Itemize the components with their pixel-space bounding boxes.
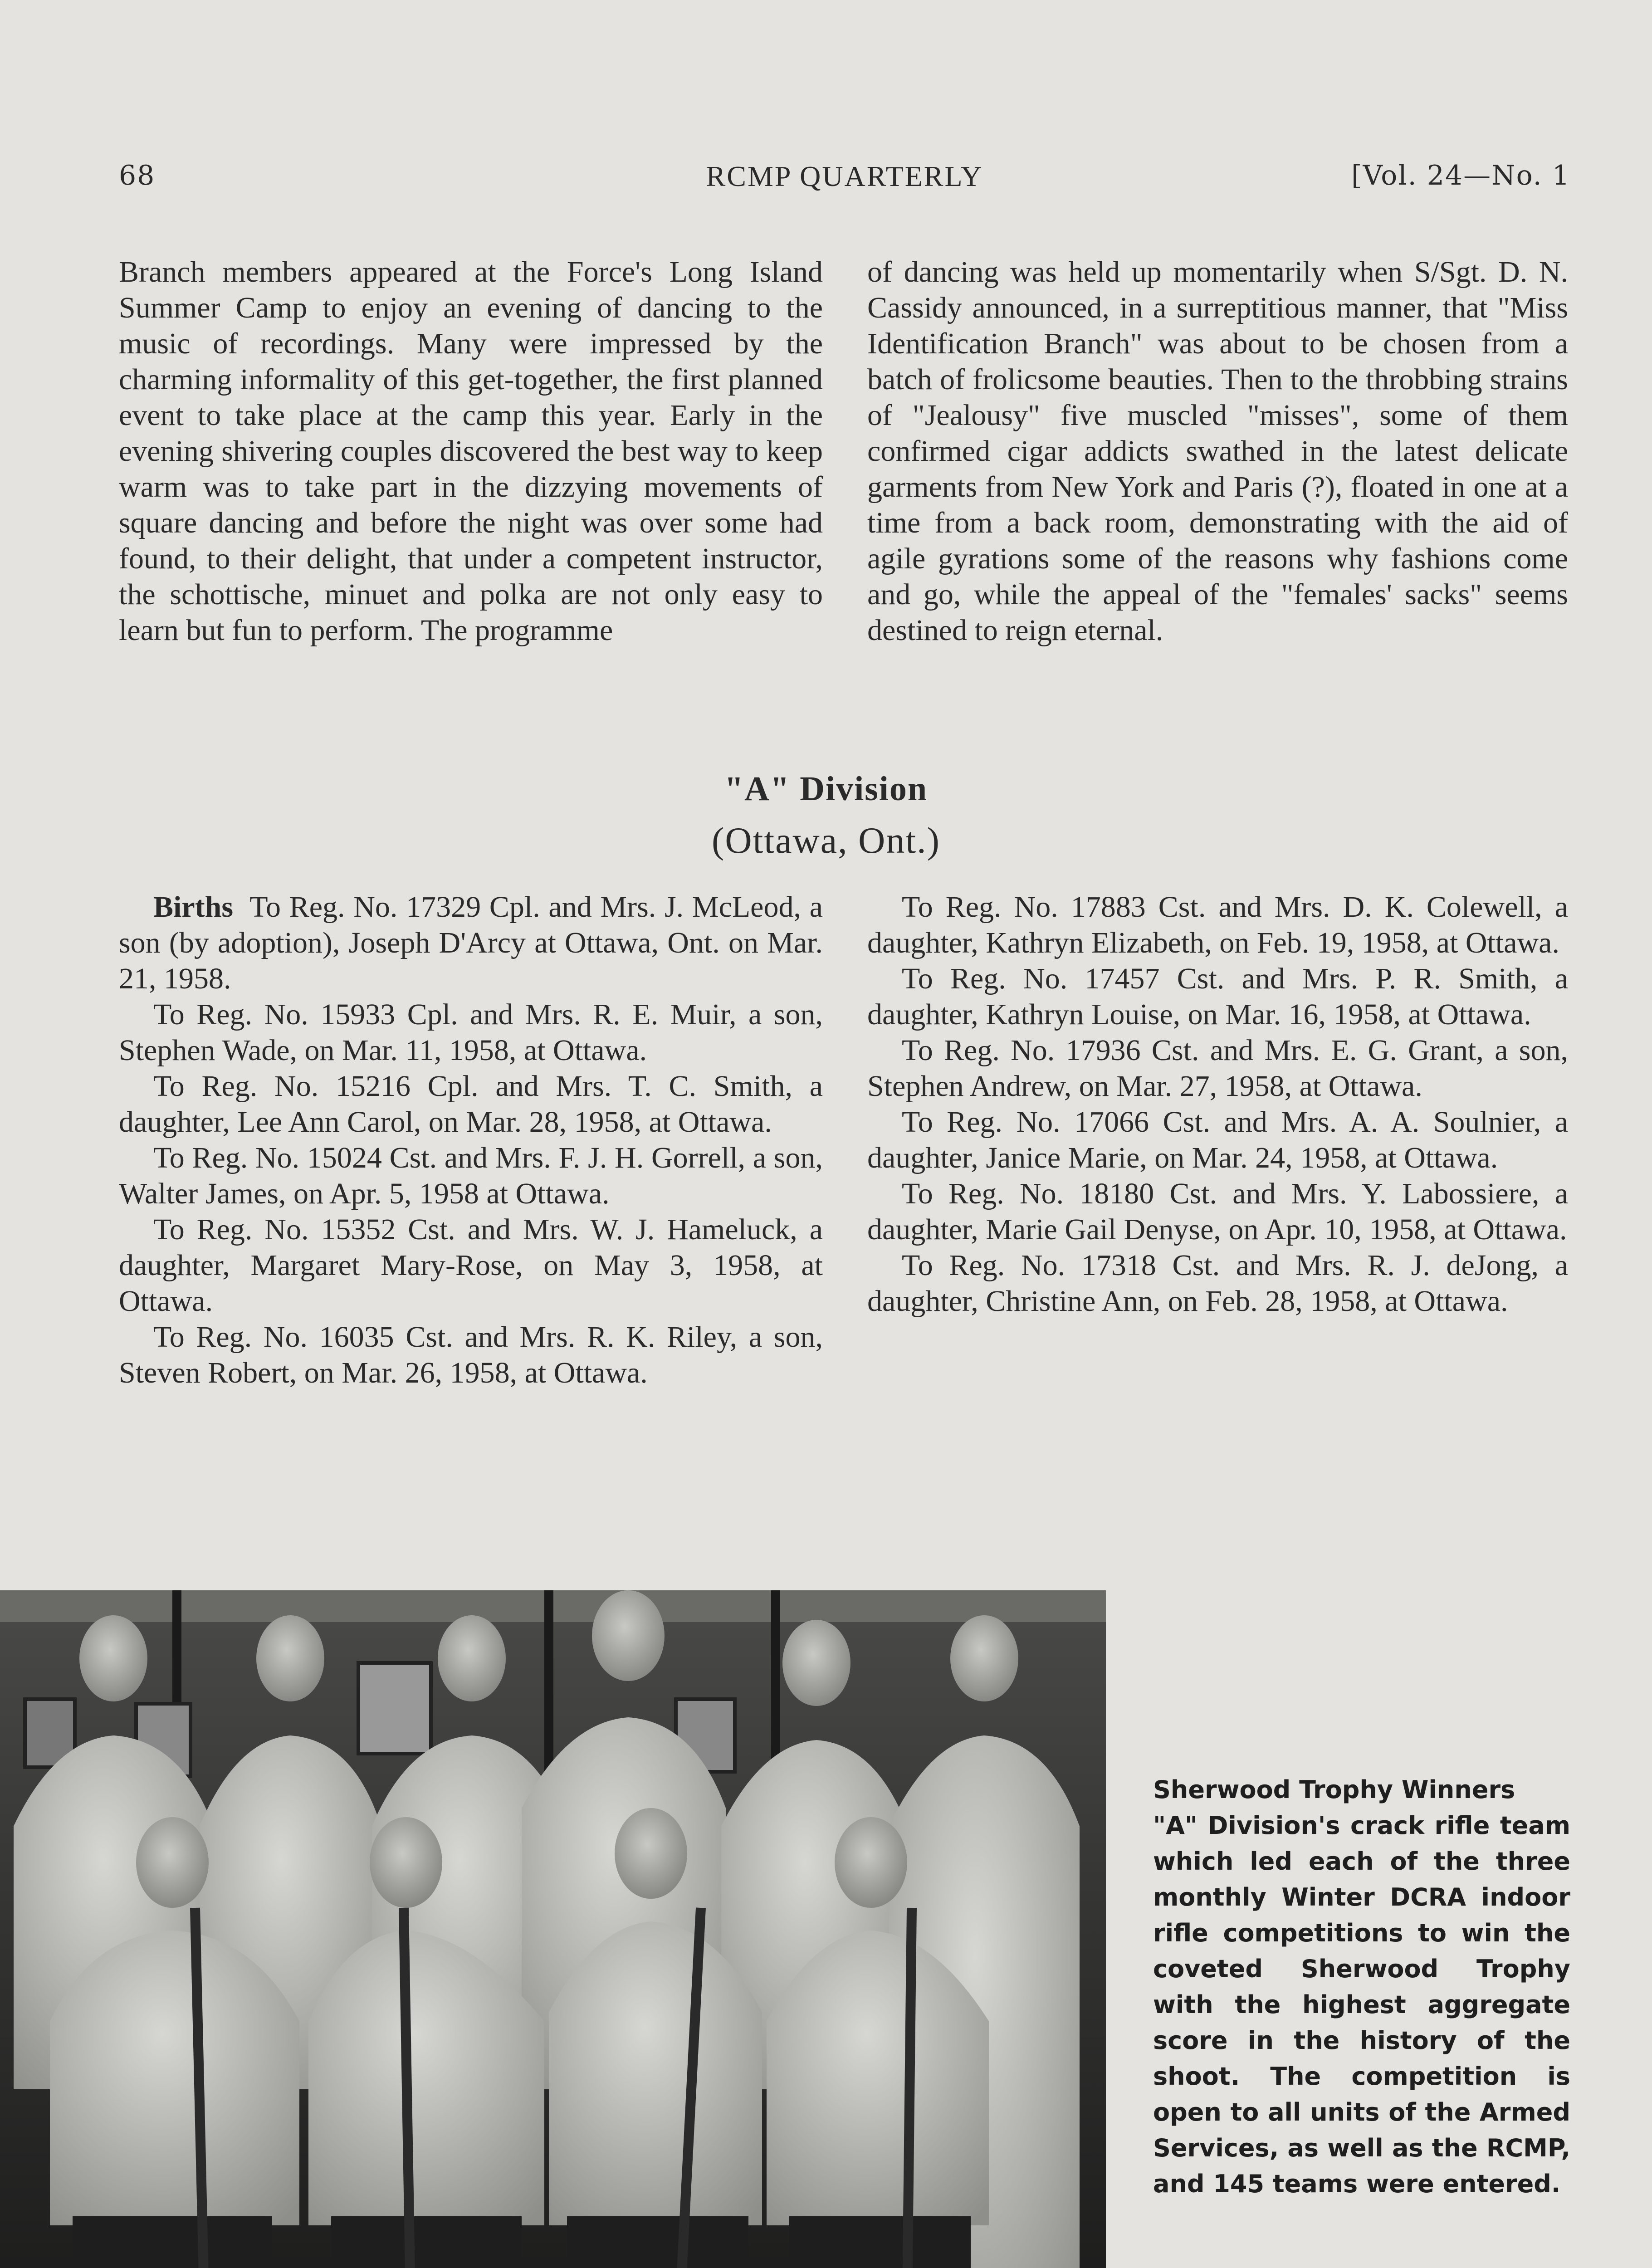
- birth-entry: To Reg. No. 17883 Cst. and Mrs. D. K. Colewell, a daughter, Kathryn Elizabeth, on Feb. 19, 1958, at Ottawa.: [867, 890, 1568, 959]
- team-photograph: [0, 1590, 1106, 2268]
- right-column-article: [867, 254, 1568, 648]
- birth-entry: To Reg. No. 15352 Cst. and Mrs. W. J. Hameluck, a daughter, Margaret Mary-Rose, on May 3, 1958, at Ottawa.: [119, 1213, 823, 1318]
- birth-entry: To Reg. No. 16035 Cst. and Mrs. R. K. Riley, a son, Steven Robert, on Mar. 26, 1958, at Ottawa.: [119, 1320, 823, 1389]
- birth-entry: To Reg. No. 17936 Cst. and Mrs. E. G. Grant, a son, Stephen Andrew, on Mar. 27, 1958, at Ottawa.: [867, 1034, 1568, 1103]
- caption-title: Sherwood Trophy Winners: [1153, 1775, 1515, 1804]
- birth-entry: Births To Reg. No. 17329 Cpl. and Mrs. J. McLeod, a son (by adoption), Joseph D'Arcy at Ottawa, Ont. on Mar. 21, 1958.: [119, 890, 823, 995]
- article-paragraph-right: of dancing was held up momentarily when S/Sgt. D. N. Cassidy announced, in a surreptitious manner, that "Miss Identification Branch" was about to be chosen from a batch of frolicsome beauties. Then to the throbbing strains of "Jealousy" five muscled "misses", some of them confirmed cigar addicts swathed in the latest delicate garments from New York and Paris (?), floated in one at a time from a back room, demonstrating with the aid of agile gyrations some of the reasons why fashions come and go, while the appeal of the "females' sacks" seems destined to reign eternal.: [867, 255, 1568, 647]
- birth-entry: To Reg. No. 17457 Cst. and Mrs. P. R. Smith, a daughter, Kathryn Louise, on Mar. 16, 1958, at Ottawa.: [867, 962, 1568, 1031]
- birth-entry: To Reg. No. 17066 Cst. and Mrs. A. A. Soulnier, a daughter, Janice Marie, on Mar. 24, 1958, at Ottawa.: [867, 1105, 1568, 1174]
- section-subtitle: (Ottawa, Ont.): [712, 820, 940, 861]
- births-left-column: [119, 889, 823, 1391]
- section-title: "A" Division: [724, 770, 928, 808]
- volume-issue: [Vol. 24—No. 1: [1351, 160, 1570, 191]
- article-paragraph-left: Branch members appeared at the Force's Long Island Summer Camp to enjoy an evening of dancing to the music of recordings. Many were impressed by the charming informality of this get-together, the first planned event to take place at the camp this year. Early in the evening shivering couples discovered the best way to keep warm was to take part in the dizzying movements of square dancing and before the night was over some had found, to their delight, that under a competent instructor, the schottische, minuet and polka are not only easy to learn but fun to perform. The programme: [119, 255, 823, 647]
- photo-caption: [1153, 1772, 1570, 2202]
- page-number: 68: [119, 160, 156, 191]
- births-right-column: [867, 889, 1568, 1319]
- running-header: [119, 160, 1570, 205]
- births-label: Births: [153, 890, 234, 924]
- caption-body: "A" Division's crack rifle team which led each of the three monthly Winter DCRA indoor rifle competitions to win the coveted Sherwood Trophy with the highest aggregate score in the history of the shoot. The competition is open to all units of the Armed Services, as well as the RCMP, and 145 teams were entered.: [1153, 1811, 1570, 2198]
- birth-entry: To Reg. No. 15216 Cpl. and Mrs. T. C. Smith, a daughter, Lee Ann Carol, on Mar. 28, 1958, at Ottawa.: [119, 1070, 823, 1139]
- birth-entry: To Reg. No. 18180 Cst. and Mrs. Y. Labossiere, a daughter, Marie Gail Denyse, on Apr. 10, 1958, at Ottawa.: [867, 1177, 1568, 1246]
- left-column-article: [119, 254, 823, 648]
- journal-title: RCMP QUARTERLY: [706, 160, 983, 192]
- birth-entry: To Reg. No. 17318 Cst. and Mrs. R. J. deJong, a daughter, Christine Ann, on Feb. 28, 1958, at Ottawa.: [867, 1249, 1568, 1318]
- birth-entry: To Reg. No. 15024 Cst. and Mrs. F. J. H. Gorrell, a son, Walter James, on Apr. 5, 1958 at Ottawa.: [119, 1141, 823, 1210]
- birth-entry: To Reg. No. 15933 Cpl. and Mrs. R. E. Muir, a son, Stephen Wade, on Mar. 11, 1958, at Ottawa.: [119, 998, 823, 1067]
